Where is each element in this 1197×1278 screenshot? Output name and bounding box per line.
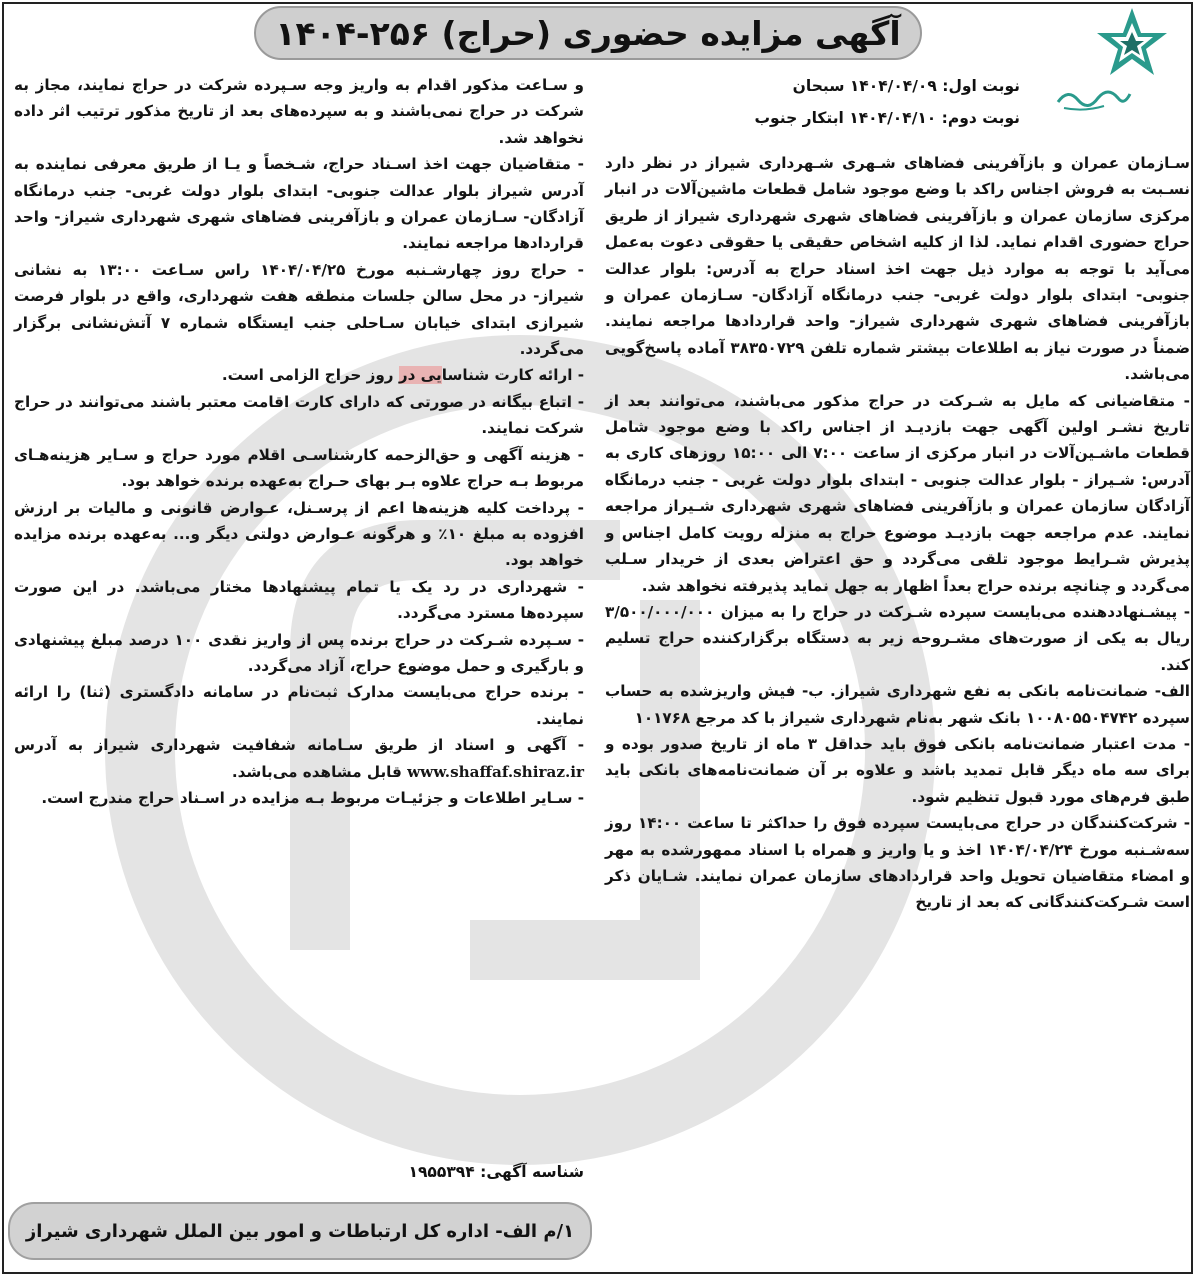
website-text-1: - آگهی و اسناد از طریق سـامانه شفافیت شهرداری شیراز به آدرس (14, 736, 584, 755)
issue-second: نوبت دوم: ۱۴۰۴/۰۴/۱۰ ابتکار جنوب (754, 109, 1020, 127)
id-card-text-2: روز حراج الزامی است. (221, 366, 399, 385)
paragraph-visit: - متقاضیانی که مایل به شـرکت در حراج مذکور می‌باشند، می‌توانند بعد از تاریخ نشـر اولین آگهی جهت بازدیـد از اجناس راکد با وضع موجود شامل قطعات ماشـین‌آلات در انبار مرکزی از ساعت ۷:۰۰ الی ۱۵:۰۰ روزهای کاری به آدرس: شـیراز - بلوار عدالت جنوبی - ابتدای بلوار دولت غربی - جنب درمانگاه آزادگان سازمان عمران و بازآفرینی فضاهای شهری شهرداری شـیراز مراجعه نمایند. عدم مراجعه جهت بازدیـد موضوع حراج به منزله رویت کامل اجناس و پذیرش شـرایط موجود تلقی می‌گردد و حق اعتراض بعدی از خریدار سـلب می‌گردد و چنانچه برنده حراج بعداً اظهار به جهل نماید پذیرفته نخواهد شد. (605, 391, 1190, 595)
paragraph-continuation: و سـاعت مذکور اقدام به واریز وجه سـپرده شرکت در حراج نمایند، مجاز به شرکت در حراج نمی‌باشند و به سپرده‌های بعد از تاریخ مذکور ترتیب اثر داده نخواهد شد. (14, 76, 584, 147)
star-emblem-icon (1082, 6, 1182, 84)
column-right (605, 150, 1190, 916)
paragraph-deposit-options: الف- ضمانت‌نامه بانکی به نفع شهرداری شیراز. ب- فیش واریزشده به حساب سپرده ۱۰۰۸۰۵۵۰۴۷۴۲ بانک شهر به‌نام شهرداری شیراز با کد مرجع ۱۰۱۷۶۸ (605, 682, 1190, 727)
ad-id: شناسه آگهی: ۱۹۵۵۳۹۴ (408, 1163, 584, 1181)
footer-text: ۱/م الف- اداره کل ارتباطات و امور بین الملل شهرداری شیراز (25, 1220, 575, 1242)
website-link[interactable]: www.shaffaf.shiraz.ir (407, 762, 584, 781)
paragraph-rejection: - شهرداری در رد یک یا تمام پیشنهادها مختار می‌باشد. در این صورت سپرده‌ها مسترد می‌گردد. (14, 577, 584, 623)
issue-first: نوبت اول: ۱۴۰۴/۰۴/۰۹ سبحان (792, 77, 1020, 95)
page-title: آگهی مزایده حضوری (حراج) ۲۵۶-۱۴۰۴ (275, 13, 901, 53)
paragraph-guarantee-validity: - مدت اعتبار ضمانت‌نامه بانکی فوق باید حداقل ۳ ماه از تاریخ صدور بوده و برای سه ماه دیگر قابل تمدید باشد و علاوه بر آن ضمانت‌نامه‌های بانکی باید طبق فرم‌های مورد قبول تنظیم شود. (605, 734, 1190, 806)
id-card-text-1: - ارائه کارت شناسا (441, 366, 584, 385)
paragraph-auction-time: - حراج روز چهارشـنبه مورخ ۱۴۰۴/۰۴/۲۵ راس سـاعت ۱۳:۰۰ به نشانی شیراز- در محل سالن جلسات منطقه هفت شهرداری، واقع در بلوار فرصت شیرازی ابتدای خیابان سـاحلی جنب ایستگاه شماره ۷ آتش‌نشانی برگزار می‌گردد. (14, 260, 584, 359)
id-card-highlight: یی در (398, 366, 442, 385)
footer-banner (8, 1202, 592, 1260)
website-text-2: قابل مشاهده می‌باشد. (231, 762, 408, 781)
paragraph-documents: - متقاضیان جهت اخذ اسـناد حراج، شـخصاً و یـا از طریق معرفی نماینده به آدرس شیراز بلوار عدالت جنوبی- ابتدای بلوار دولت غربی- جنب درمانگاه آزادگان- سـازمان عمران و بازآفرینی فضاهای شهری شهرداری شیراز- واحد قراردادها مراجعه نمایند. (14, 155, 584, 253)
paragraph-website (14, 732, 584, 785)
paragraph-other-info: - سـایر اطلاعات و جزئیـات مربوط بـه مزایده در اسـناد حراج مندرج است. (41, 788, 584, 807)
paragraph-intro: سـازمان عمران و بازآفرینی فضاهای شـهری شـهرداری شیراز در نظر دارد نسـبت به فروش اجناس راکد با وضع موجود شامل قطعات ماشین‌آلات در انبار مرکزی سازمان عمران و بازآفرینی فضاهای شهری شهرداری شیراز از طریق حراج حضوری اقدام نماید. لذا از کلیه اشخاص حقیقی یا حقوقی دعوت به‌عمل می‌آید با توجه به موارد ذیل جهت اخذ اسناد حراج به آدرس: بلوار عدالت جنوبی- ابتدای بلوار دولت غربی- جنب درمانگاه آزادگان- سـازمان عمران و بازآفرینی فضاهای شهری شهرداری شیراز- واحد قراردادها مراجعه نمایند. ضمناً در صورت نیاز به اطلاعات بیشتر شماره تلفن ۳۸۳۵۰۷۲۹ آماده پاسخ‌گویی می‌باشد. (605, 154, 1191, 384)
paragraph-deposit: - پیشـنهاددهنده می‌بایست سپرده شـرکت در حراج را به میزان ۳/۵۰۰/۰۰۰/۰۰۰ ریال به یکی از صورت‌های مشـروحه زیر به دستگاه برگزارکننده حراج تسلیم کند. (605, 602, 1190, 674)
paragraph-release: - سـپرده شـرکت در حراج برنده پس از واریز نقدی ۱۰۰ درصد مبلغ پیشنهادی و بارگیری و حمل موضوع حراج، آزاد می‌گردد. (14, 630, 584, 675)
paragraph-taxes: - پرداخت کلیه هزینه‌ها اعم از پرسـنل، عـوارض قانونی و مالیات بر ارزش افزوده به مبلغ ۱۰٪ و هرگونه عـوارض دولتی دیگر و... به‌عهده برنده مزایده خواهد بود. (14, 498, 584, 570)
title-banner (254, 6, 922, 60)
paragraph-id-card (14, 362, 584, 388)
paragraph-foreigners: - اتباع بیگانه در صورتی که دارای کارت اقامت معتبر باشند می‌توانند در حراج شرکت نمایند. (14, 392, 584, 438)
paragraph-costs: - هزینه آگهی و حق‌الزحمه کارشناسـی اقلام مورد حراج و سـایر هزینه‌هـای مربوط بـه حراج علاوه بـر بهای حـراج به‌عهده برنده خواهد بود. (14, 445, 584, 491)
logo-script-icon (1054, 80, 1134, 114)
paragraph-registration: - برنده حراج می‌بایست مدارک ثبت‌نام در سامانه دادگستری (ثنا) را ارائه نمایند. (14, 683, 584, 728)
column-left (14, 72, 584, 811)
paragraph-deadline: - شرکت‌کنندگان در حراج می‌بایست سپرده فوق را حداکثر تا ساعت ۱۴:۰۰ روز سه‌شـنبه مورخ ۱۴۰۴/۰۴/۲۴ اخذ و یا واریز و همراه با اسناد ممهورشده به مهر و امضاء متقاضیان تحویل واحد قراردادهای سازمان عمران نمایند. شـایان ذکر است شـرکت‌کنندگانی که بعد از تاریخ (605, 814, 1190, 912)
municipality-logo (1054, 6, 1186, 118)
